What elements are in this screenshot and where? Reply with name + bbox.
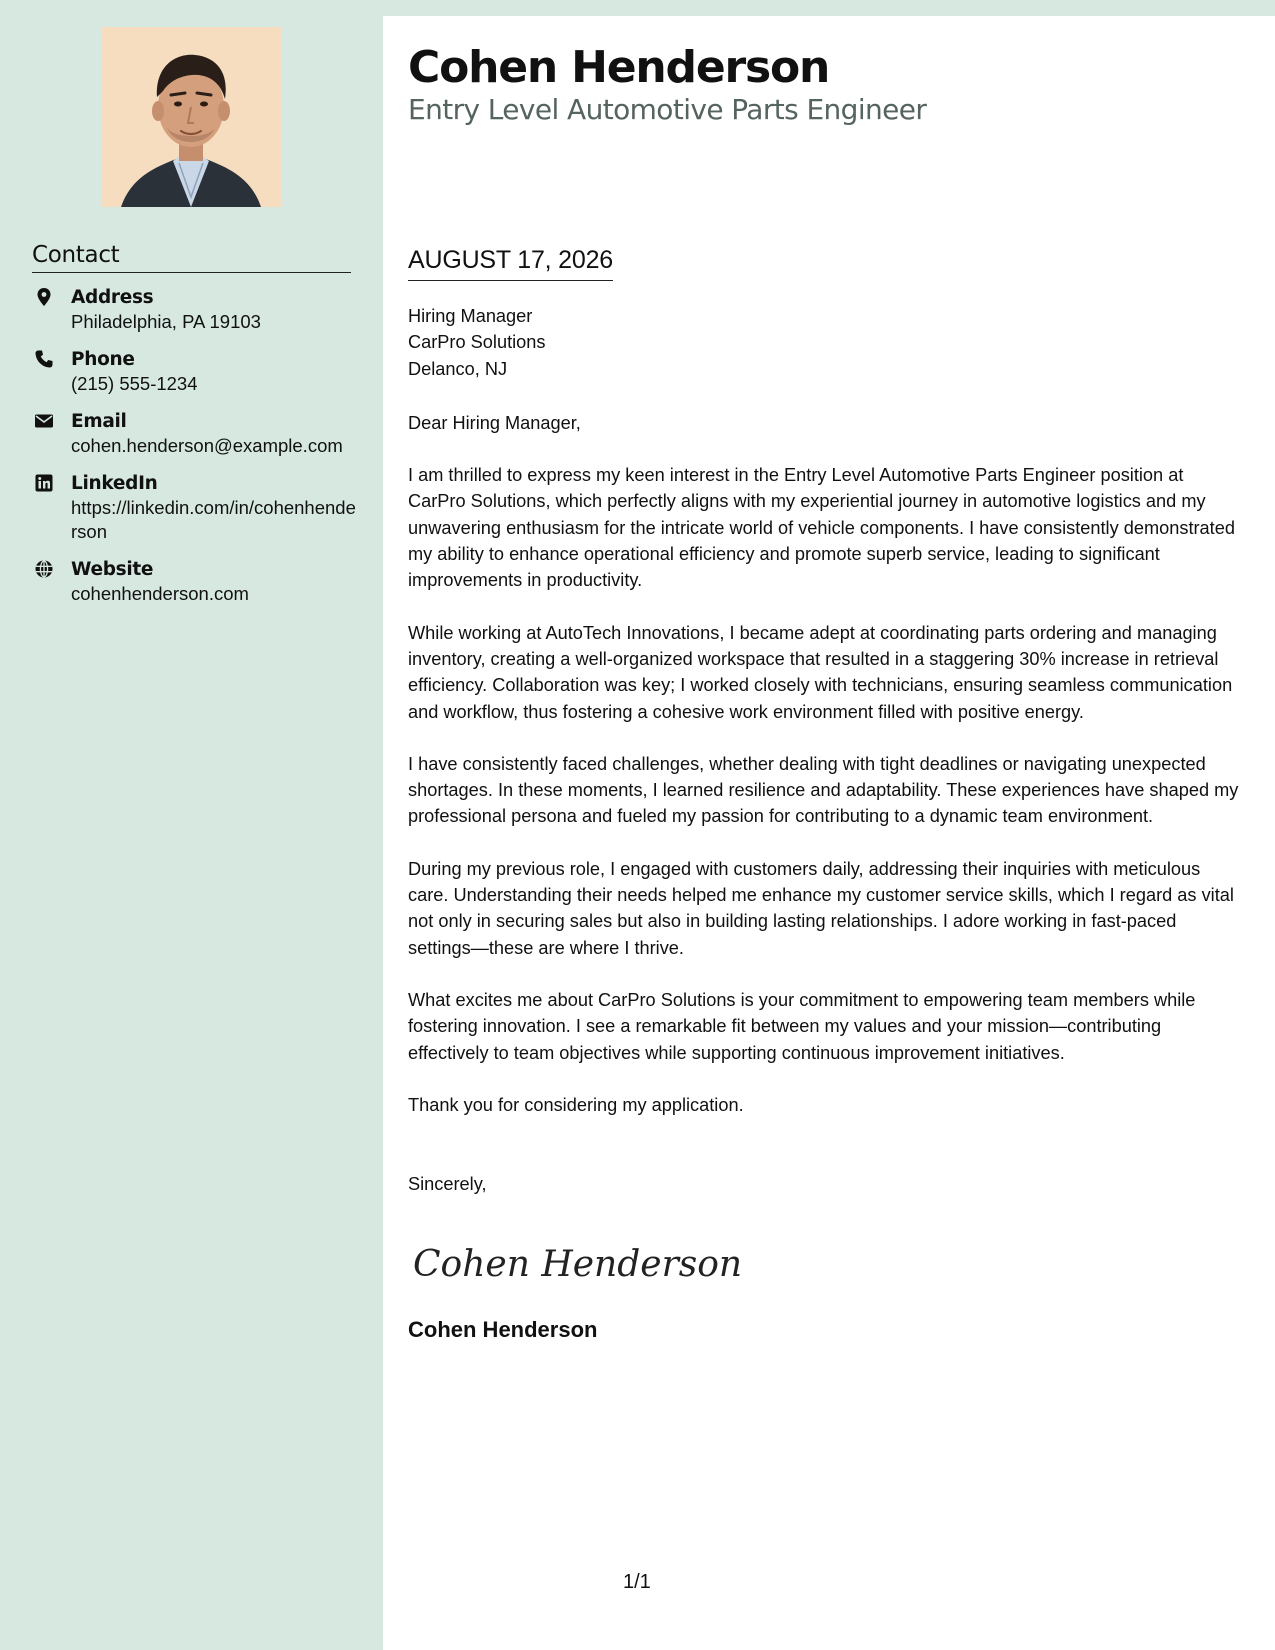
contact-heading: Contact: [32, 240, 351, 273]
phone-icon: [35, 350, 53, 368]
contact-value[interactable]: https://linkedin.com/in/cohenhenderson: [71, 497, 356, 542]
map-pin-icon: [35, 288, 53, 306]
globe-icon: [35, 560, 53, 578]
closing: Sincerely,: [408, 1174, 487, 1195]
recipient-block: [408, 303, 1243, 382]
recipient-line: Delanco, NJ: [408, 358, 508, 379]
linkedin-icon: [35, 474, 53, 492]
applicant-name: Cohen Henderson: [408, 42, 830, 93]
sidebar: [0, 0, 383, 1650]
paragraph: While working at AutoTech Innovations, I became adept at coordinating parts ordering and managing inventory, creating a well-organized workspace that resulted in a staggering 30% increase in retrieval efficiency. Collaboration was key; I worked closely with technicians, ensuring seamless communication and workflow, thus fostering a cohesive work environment filled with positive energy.: [408, 622, 1233, 722]
contact-email: [32, 410, 357, 458]
contact-label: Phone: [71, 349, 135, 370]
signature: [411, 1234, 743, 1294]
recipient-line: Hiring Manager: [408, 306, 533, 326]
paragraph: Thank you for considering my application.: [408, 1094, 744, 1115]
paragraph: I have consistently faced challenges, whether dealing with tight deadlines or navigating unexpected shortages. In these moments, I learned resilience and adaptability. These experiences have shaped my professional persona and fueled my passion for contributing to a dynamic team environment.: [408, 753, 1239, 827]
contact-label: Address: [71, 287, 154, 308]
letter-body: [408, 303, 1243, 1197]
signature-text: Cohen Henderson: [413, 1244, 743, 1285]
contact-linkedin: [32, 472, 357, 544]
contact-value: (215) 555-1234: [71, 373, 198, 394]
contact-value[interactable]: cohenhenderson.com: [71, 583, 249, 604]
contact-label: Email: [71, 411, 127, 432]
page-number: 1/1: [623, 1571, 651, 1593]
letter-date: AUGUST 17, 2026: [408, 244, 613, 281]
contact-value: Philadelphia, PA 19103: [71, 311, 261, 332]
contact-value[interactable]: cohen.henderson@example.com: [71, 435, 343, 456]
recipient-line: CarPro Solutions: [408, 332, 546, 353]
letter-main: [383, 16, 1275, 1650]
contact-website: [32, 558, 357, 606]
job-title: Entry Level Automotive Parts Engineer: [408, 93, 927, 126]
profile-photo: [101, 27, 281, 207]
contact-label: LinkedIn: [71, 473, 158, 494]
paragraph: What excites me about CarPro Solutions is your commitment to empowering team members while fostering innovation. I see a remarkable fit between my values and your mission—contributing effectively to team objectives while supporting continuous improvement initiatives.: [408, 989, 1196, 1063]
contact-address: [32, 286, 357, 334]
envelope-icon: [35, 412, 53, 430]
signer-name: Cohen Henderson: [408, 1317, 598, 1342]
contact-phone: [32, 348, 357, 396]
contact-list: [32, 286, 357, 620]
paragraph: I am thrilled to express my keen interest in the Entry Level Automotive Parts Engineer position at CarPro Solutions, which perfectly aligns with my experiential journey in automotive logistics and my unwavering enthusiasm for the intricate world of vehicle components. I have consistently demonstrated my ability to enhance operational efficiency and promote superb service, leading to significant improvements in productivity.: [408, 465, 1235, 591]
paragraph: During my previous role, I engaged with customers daily, addressing their inquiries with meticulous care. Understanding their needs helped me enhance my customer service skills, which I regard as vital not only in securing sales but also in building lasting relationships. I adore working in fast-paced settings—these are where I thrive.: [408, 858, 1234, 958]
contact-label: Website: [71, 559, 154, 580]
salutation: Dear Hiring Manager,: [408, 412, 581, 433]
